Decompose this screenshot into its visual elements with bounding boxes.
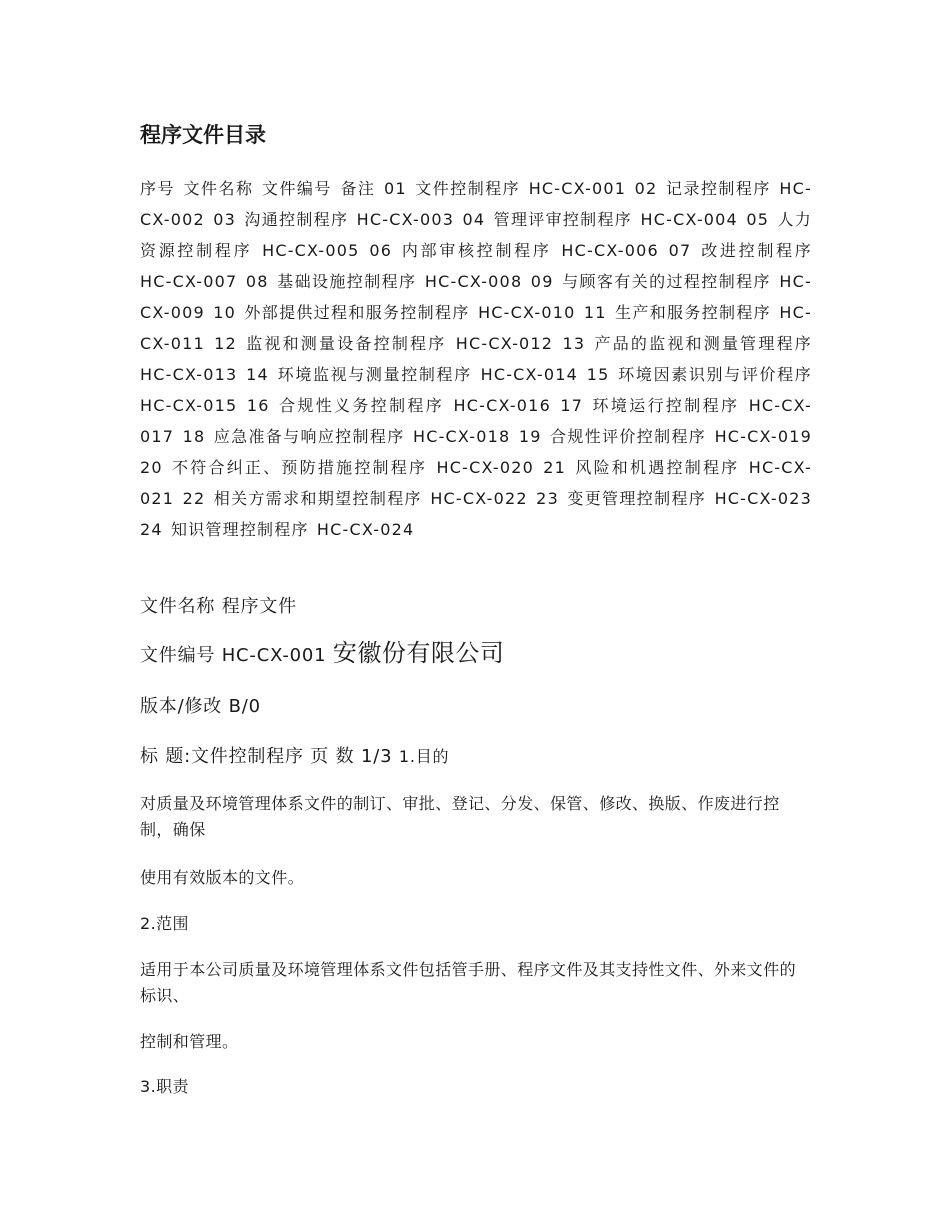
file-code-text: 文件编号 HC-CX-001: [140, 645, 327, 666]
purpose-paragraph: 对质量及环境管理体系文件的制订、审批、登记、分发、保管、修改、换版、作废进行控制，确保: [140, 794, 780, 839]
title-text: 标 题:文件控制程序 页 数 1/3: [140, 746, 393, 767]
scope-paragraph-continued: 控制和管理。: [140, 1032, 239, 1051]
toc-title: 程序文件目录: [140, 123, 266, 147]
file-name-line: 文件名称 程序文件: [140, 596, 297, 617]
purpose-heading: 1.目的: [398, 747, 450, 766]
title-line: [140, 742, 812, 772]
version-line: 版本/修改 B/0: [140, 696, 261, 717]
file-code-line: [140, 638, 812, 671]
toc-body: 序号 文件名称 文件编号 备注 01 文件控制程序 HC-CX-001 02 记录控制程序 HC-CX-002 03 沟通控制程序 HC-CX-003 04 管理评审控制程序 HC-CX-004 05 人力资源控制程序 HC-CX-005 06 内部审核控制程序 HC-CX-006 07 改进控制程序 HC-CX-007 08 基础设施控制程序 HC-CX-008 09 与顾客有关的过程控制程序 HC-CX-009 10 外部提供过程和服务控制程序 HC-CX-010 11 生产和服务控制程序 HC-CX-011 12 监视和测量设备控制程序 HC-CX-012 13 产品的监视和测量管理程序 HC-CX-013 14 环境监视与测量控制程序 HC-CX-014 15 环境因素识别与评价程序 HC-CX-015 16 合规性义务控制程序 HC-CX-016 17 环境运行控制程序 HC-CX-017 18 应急准备与响应控制程序 HC-CX-018 19 合规性评价控制程序 HC-CX-019 20 不符合纠正、预防措施控制程序 HC-CX-020 21 风险和机遇控制程序 HC-CX-021 22 相关方需求和期望控制程序 HC-CX-022 23 变更管理控制程序 HC-CX-023 24 知识管理控制程序 HC-CX-024: [140, 179, 812, 539]
duty-heading: 3.职责: [140, 1077, 189, 1096]
purpose-paragraph-continued: 使用有效版本的文件。: [140, 868, 305, 887]
scope-heading: 2.范围: [140, 914, 189, 933]
company-name: 安徽份有限公司: [332, 639, 505, 667]
scope-paragraph: 适用于本公司质量及环境管理体系文件包括管手册、程序文件及其支持性文件、外来文件的标识、: [140, 960, 797, 1005]
